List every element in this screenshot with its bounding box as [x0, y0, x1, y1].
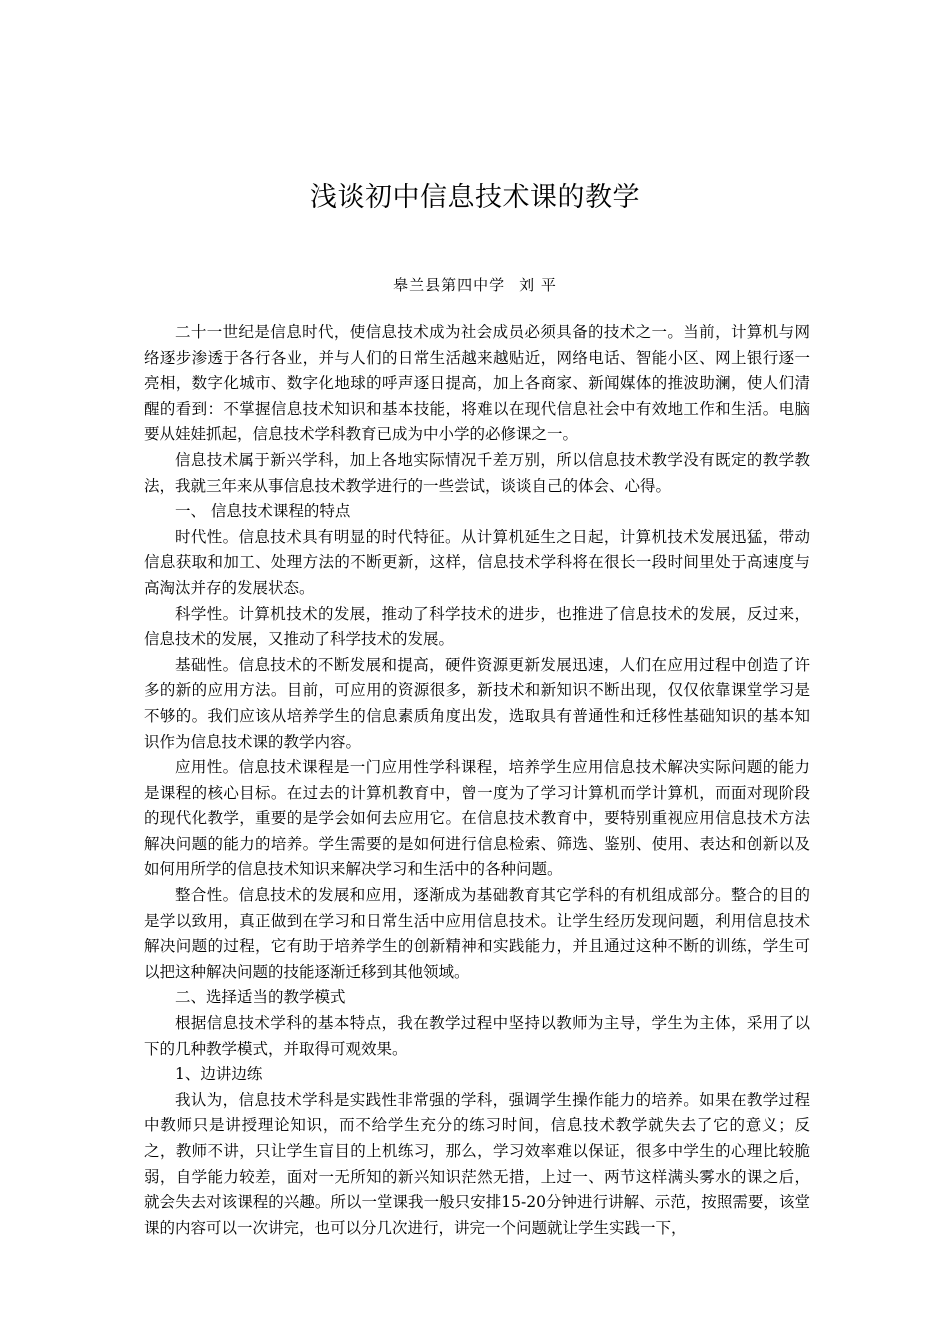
author-school: 皋兰县第四中学: [393, 276, 506, 294]
paragraph: 信息技术属于新兴学科，加上各地实际情况千差万别，所以信息技术教学没有既定的教学教法，我就三年来从事信息技术教学进行的一些尝试，谈谈自己的体会、心得。: [144, 450, 810, 495]
paragraph: 应用性。信息技术课程是一门应用性学科课程，培养学生应用信息技术解决实际问题的能力是课程的核心目标。在过去的计算机教育中，曾一度为了学习计算机而学计算机，而面对现阶段的现代化教学，重要的是学会如何去应用它。在信息技术教育中，要特别重视应用信息技术方法解决问题的能力的培养。学生需要的是如何进行信息检索、筛选、鉴别、使用、表达和创新以及如何用所学的信息技术知识来解决学习和生活中的各种问题。: [144, 758, 810, 879]
paragraph: 根据信息技术学科的基本特点，我在教学过程中坚持以教师为主导，学生为主体，采用了以下的几种教学模式，并取得可观效果。: [144, 1014, 810, 1058]
paragraph: 时代性。信息技术具有明显的时代特征。从计算机延生之日起，计算机技术发展迅猛，带动信息获取和加工、处理方法的不断更新，这样，信息技术学科将在很长一段时间里处于高速度与高淘汰并存的发展状态。: [144, 527, 810, 597]
subsection-heading: 1、边讲边练: [175, 1065, 263, 1084]
section-heading: 一、 信息技术课程的特点: [175, 502, 351, 521]
document-body: [144, 320, 810, 1241]
document-title: 浅谈初中信息技术课的教学: [310, 182, 640, 213]
paragraph: 二十一世纪是信息时代，使信息技术成为社会成员必须具备的技术之一。当前，计算机与网络逐步渗透于各行各业，并与人们的日常生活越来越贴近，网络电话、智能小区、网上银行逐一亮相，数字化城市、数字化地球的呼声逐日提高，加上各商家、新闻媒体的推波助澜，使人们清醒的看到：不掌握信息技术知识和基本技能，将难以在现代信息社会中有效地工作和生活。电脑要从娃娃抓起，信息技术学科教育已成为中小学的必修课之一。: [144, 323, 810, 444]
section-heading: 二、选择适当的教学模式: [175, 988, 346, 1007]
author-byline: [0, 274, 950, 296]
paragraph: 我认为，信息技术学科是实践性非常强的学科，强调学生操作能力的培养。如果在教学过程中教师只是讲授理论知识，而不给学生充分的练习时间，信息技术教学就失去了它的意义；反之，教师不讲，只让学生盲目的上机练习，那么，学习效率难以保证，很多中学生的心理比较脆弱，自学能力较差，面对一无所知的新兴知识茫然无措，上过一、两节这样满头雾水的课之后，就会失去对该课程的兴趣。所以一堂课我一般只安排15-20分钟进行讲解、示范，按照需要，该堂课的内容可以一次讲完，也可以分几次进行，讲完一个问题就让学生实践一下，: [144, 1090, 810, 1237]
paragraph: 整合性。信息技术的发展和应用，逐渐成为基础教育其它学科的有机组成部分。整合的目的是学以致用，真正做到在学习和日常生活中应用信息技术。让学生经历发现问题，利用信息技术解决问题的过程，它有助于培养学生的创新精神和实践能力，并且通过这种不断的训练，学生可以把这种解决问题的技能逐渐迁移到其他领域。: [144, 886, 810, 981]
paragraph: 科学性。计算机技术的发展，推动了科学技术的进步，也推进了信息技术的发展，反过来，信息技术的发展，又推动了科学技术的发展。: [144, 604, 810, 649]
author-name: 刘 平: [519, 276, 557, 294]
paragraph: 基础性。信息技术的不断发展和提高，硬件资源更新发展迅速，人们在应用过程中创造了许多的新的应用方法。目前，可应用的资源很多，新技术和新知识不断出现，仅仅依靠课堂学习是不够的。我们应该从培养学生的信息素质角度出发，选取具有普通性和迁移性基础知识的基本知识作为信息技术课的教学内容。: [144, 655, 810, 751]
